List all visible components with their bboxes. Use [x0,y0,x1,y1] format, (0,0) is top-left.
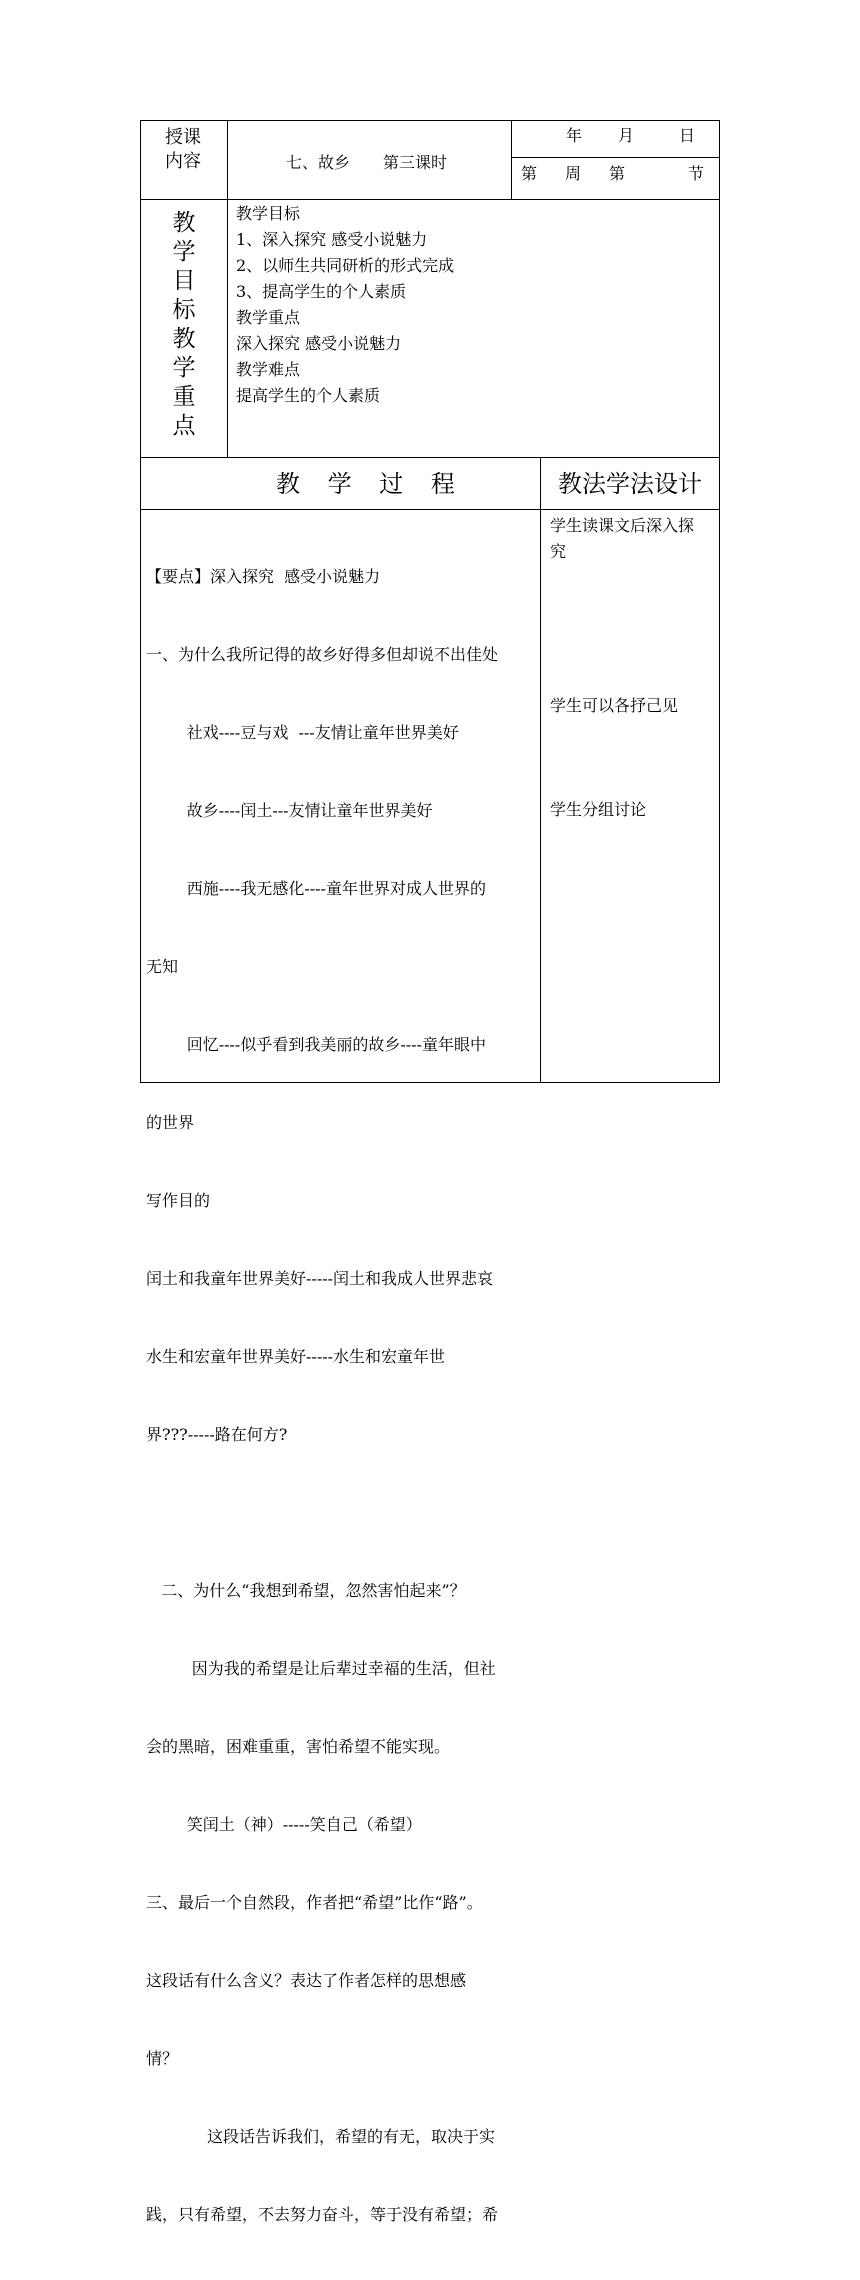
row-divider-2 [140,457,720,458]
week-zhou: 周 [565,164,582,183]
date-year: 年 [566,126,583,145]
date-week-divider [511,157,720,158]
lesson-title: 七、故乡 [286,153,351,172]
focus-heading: 教学重点 [236,308,301,327]
goals-label-char: 教 [172,210,196,236]
date-column-divider [511,120,512,199]
table-left-border [140,120,141,1082]
goals-content [236,201,454,409]
goals-heading: 教学目标 [236,204,301,223]
process-line: 践，只有希望，不去努力奋斗，等于没有希望；希 [146,2205,499,2224]
process-line: 因为我的希望是让后辈过幸福的生活，但社 [146,1659,496,1678]
process-line: 回忆----似乎看到我美丽的故乡----童年眼中 [146,1035,486,1054]
process-line: 情？ [146,2049,179,2068]
difficulty-item: 提高学生的个人素质 [236,386,381,405]
goal-item: 3、提高学生的个人素质 [236,282,407,301]
method-title: 教法学法设计 [558,470,702,498]
process-line: 的世界 [146,1113,195,1132]
process-line: 这段话有什么含义？表达了作者怎样的思想感 [146,1971,467,1990]
goals-label-char: 目 [172,268,196,294]
method-note-1-cont: 究 [550,542,567,561]
process-content [146,512,498,2280]
process-line: 【要点】深入探究 感受小说魅力 [146,567,381,586]
process-line: 这段话告诉我们，希望的有无，取决于实 [146,2127,496,2146]
goals-label-char: 学 [172,239,196,265]
row-divider-3 [140,509,720,510]
goals-label-char: 学 [172,355,196,381]
process-line: 闰土和我童年世界美好-----闰土和我成人世界悲哀 [146,1269,494,1288]
process-title: 教 学 过 程 [276,470,465,498]
date-month: 月 [618,126,635,145]
process-line: 会的黑暗，困难重重，害怕希望不能实现。 [146,1737,451,1756]
method-column-divider [540,457,541,1082]
difficulty-heading: 教学难点 [236,360,301,379]
label-column-divider [227,120,228,457]
process-line: 界???-----路在何方? [146,1425,288,1444]
process-line: 水生和宏童年世界美好-----水生和宏童年世 [146,1347,446,1366]
goals-label-char: 点 [172,413,196,439]
process-line: 西施----我无感化----童年世界对成人世界的 [146,879,486,898]
process-line: 写作目的 [146,1191,211,1210]
goals-label-char: 教 [172,326,196,352]
goals-label-char: 标 [172,297,196,323]
week-jie: 节 [688,164,705,183]
content-label-line1: 授课 [165,127,201,148]
process-line-blank [146,1500,498,1526]
goals-side-label [169,209,199,441]
process-line: 故乡----闰土---友情让童年世界美好 [146,801,433,820]
table-right-border [719,120,720,1082]
goals-label-char: 重 [172,384,196,410]
process-line: 一、为什么我所记得的故乡好得多但却说不出佳处 [146,645,499,664]
lesson-period: 第三课时 [383,153,448,172]
focus-item: 深入探究 感受小说魅力 [236,334,402,353]
process-line: 无知 [146,957,179,976]
process-line: 三、最后一个自然段，作者把“希望”比作“路”。 [146,1893,483,1912]
method-note-1: 学生读课文后深入探 [550,516,695,535]
method-note-2: 学生可以各抒己见 [550,696,679,715]
goal-item: 1、深入探究 感受小说魅力 [236,230,428,249]
content-label-line2: 内容 [165,151,201,172]
week-di-1: 第 [521,164,538,183]
goal-item: 2、以师生共同研析的形式完成 [236,256,455,275]
process-line: 社戏----豆与戏 ---友情让童年世界美好 [146,723,459,742]
week-di-2: 第 [609,164,626,183]
process-line: 二、为什么“我想到希望，忽然害怕起来”？ [146,1581,466,1600]
method-note-3: 学生分组讨论 [550,800,647,819]
process-line: 笑闰土（神）-----笑自己（希望） [146,1815,422,1834]
date-day: 日 [679,126,696,145]
